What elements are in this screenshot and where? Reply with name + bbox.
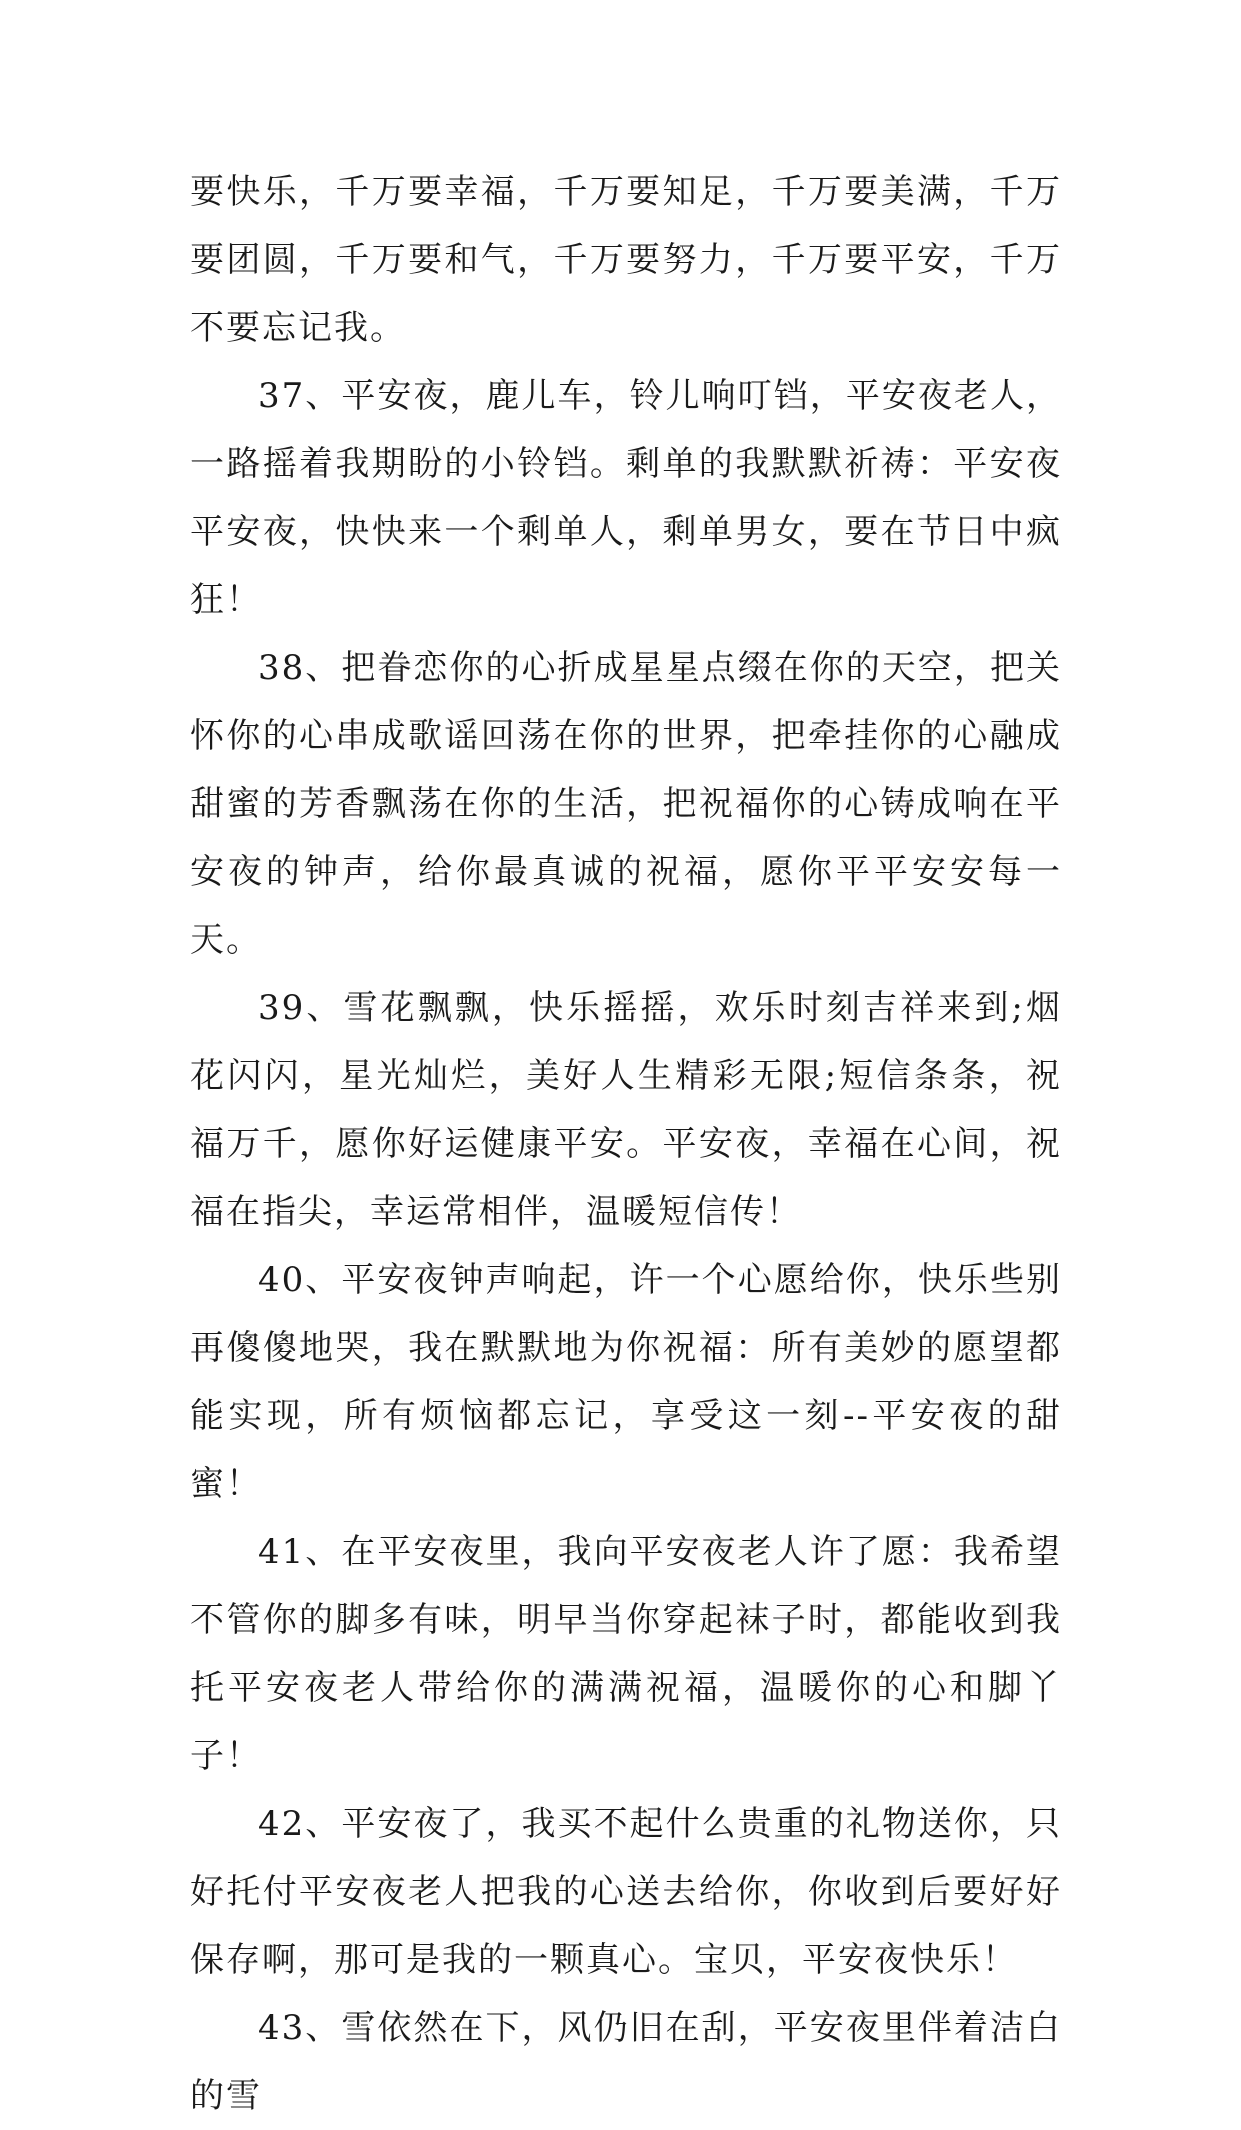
paragraph-40: 40、平安夜钟声响起，许一个心愿给你，快乐些别再傻傻地哭，我在默默地为你祝福：所有美妙的愿望都能实现，所有烦恼都忘记，享受这一刻--平安夜的甜蜜！ [190, 1260, 1062, 1504]
paragraph-43: 43、雪依然在下，风仍旧在刮，平安夜里伴着洁白的雪 [190, 2008, 1062, 2116]
paragraph-38: 38、把眷恋你的心折成星星点缀在你的天空，把关怀你的心串成歌谣回荡在你的世界，把牵挂你的心融成甜蜜的芳香飘荡在你的生活，把祝福你的心铸成响在平安夜的钟声，给你最真诚的祝福，愿你平平安安每一天。 [190, 648, 1062, 960]
paragraph-39: 39、雪花飘飘，快乐摇摇，欢乐时刻吉祥来到;烟花闪闪，星光灿烂，美好人生精彩无限;短信条条，祝福万千，愿你好运健康平安。平安夜，幸福在心间，祝福在指尖，幸运常相伴，温暖短信传！ [190, 988, 1062, 1232]
document-body [190, 158, 1062, 2130]
paragraph-37: 37、平安夜，鹿儿车，铃儿响叮铛，平安夜老人，一路摇着我期盼的小铃铛。剩单的我默默祈祷：平安夜平安夜，快快来一个剩单人，剩单男女，要在节日中疯狂！ [190, 376, 1062, 620]
paragraph-continuation: 要快乐，千万要幸福，千万要知足，千万要美满，千万要团圆，千万要和气，千万要努力，千万要平安，千万不要忘记我。 [190, 172, 1062, 348]
paragraph-41: 41、在平安夜里，我向平安夜老人许了愿：我希望不管你的脚多有味，明早当你穿起袜子时，都能收到我托平安夜老人带给你的满满祝福，温暖你的心和脚丫子！ [190, 1532, 1062, 1776]
paragraph-42: 42、平安夜了，我买不起什么贵重的礼物送你，只好托付平安夜老人把我的心送去给你，你收到后要好好保存啊，那可是我的一颗真心。宝贝，平安夜快乐！ [190, 1804, 1062, 1980]
